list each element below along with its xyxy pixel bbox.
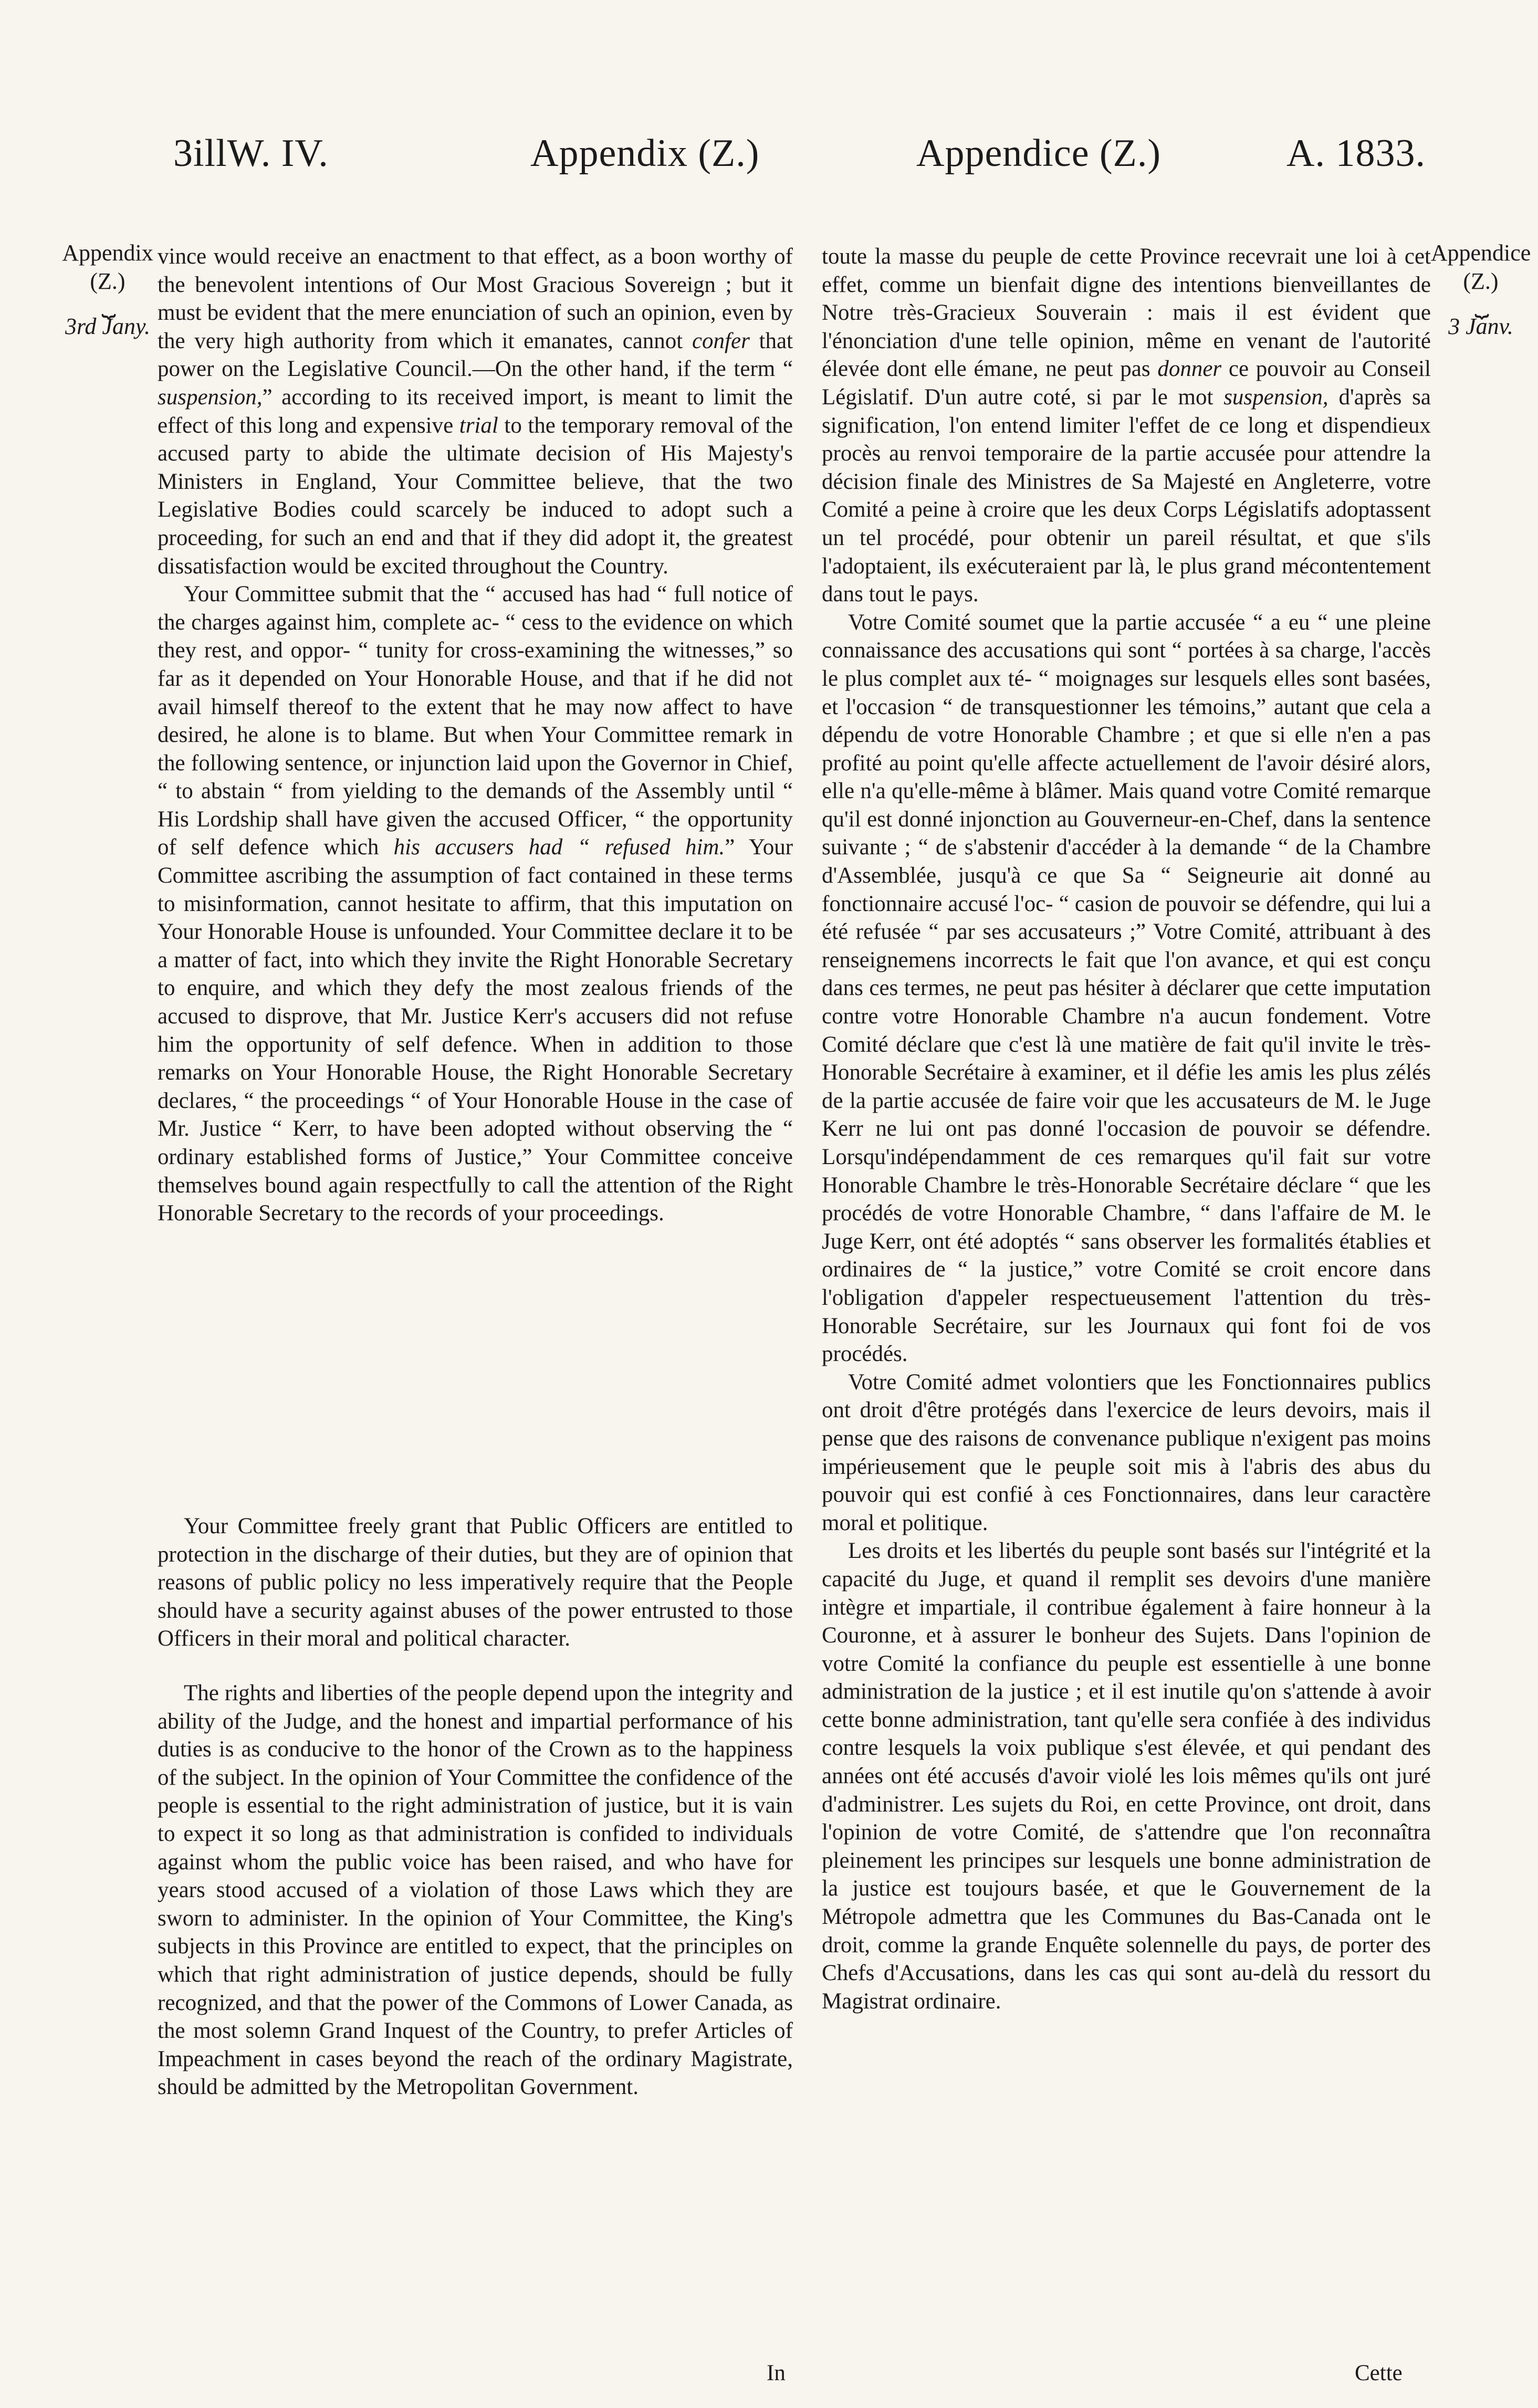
- margin-note-right: [1420, 239, 1538, 341]
- margin-note-left: [47, 239, 168, 341]
- english-column-lower: [158, 1512, 793, 2101]
- french-paragraph-3: Votre Comité admet volontiers que les Fonctionnaires publics ont droit d'être protégés dans l'exercice de leurs devoirs, mais il pense que des raisons de convenance publique n'exigent pas moins impérieusement que le peuple soit mis à l'abris des abus du pouvoir qui est confié à ces Fonctionnaires, dans leur caractère moral et politique.: [822, 1369, 1431, 1535]
- english-paragraph-3: Your Committee freely grant that Public Officers are entitled to protection in the discharge of their duties, but they are of opinion that reasons of public policy no less imperatively require that the People should have a security against abuses of the power entrusted to those Officers in their moral and political character.: [158, 1514, 793, 1651]
- catchword-english: In: [767, 2361, 786, 2385]
- margin-title: Appendix: [62, 240, 153, 266]
- english-column: [158, 243, 793, 1228]
- margin-sub: (Z.): [1463, 268, 1499, 294]
- margin-sub: (Z.): [90, 268, 125, 294]
- french-column: [822, 243, 1431, 2015]
- margin-title: Appendice: [1430, 240, 1531, 266]
- appendix-title-english: Appendix (Z.): [530, 132, 760, 175]
- french-paragraph-4: Les droits et les libertés du peuple sont basés sur l'intégrité et la capacité du Juge, et quand il remplit ses devoirs d'une manière intègre et impartiale, il contribue également à faire honneur à la Couronne, et à assurer le bonheur des Sujets. Dans l'opinion de votre Comité la confiance du peuple est essentielle à une bonne administration de la justice ; et il est inutile qu'on s'attende à avoir cette bonne administration, tant qu'elle sera confiée à des individus contre lesquels la voix publique s'est élevée, et qui pendant des années ont été accusés d'avoir violé les lois mêmes qu'ils ont juré d'administrer. Les sujets du Roi, en cette Province, ont droit, dans l'opinion de votre Comité, de s'attendre que l'on reconnaîtra pleinement les principes sur lesquels une bonne administration de la justice est toujours basée, et que le Gouvernement de la Métropole admettra que les Communes du Bas-Canada ont le droit, comme la grande Enquête solennelle du pays, de porter des Chefs d'Accusations, dans les cas qui sont au-delà du ressort du Magistrat ordinaire.: [822, 1538, 1431, 2014]
- english-paragraph-2: Your Committee submit that the “ accused has had “ full notice of the charges against him, complete ac- “ cess to the evidence on which they rest, and oppor- “ tunity for cross-examining the witnesses,” so far as it depended on Your Honorable House, and that if he did not avail himself thereof to the extent that he may now affect to have desired, he alone is to blame. But when Your Committee remark in the following sentence, or injunction laid upon the Governor in Chief, “ to abstain “ from yielding to the demands of the Assembly until “ His Lordship shall have given the accused Officer, “ the opportunity of self defence which his accusers had “ refused him.” Your Committee ascribing the assumption of fact contained in these terms to misinformation, cannot hesitate to affirm, that this imputation on Your Honorable House is unfounded. Your Committee declare it to be a matter of fact, into which they invite the Right Honorable Secretary to enquire, and which they defy the most zealous friends of the accused to disprove, that Mr. Justice Kerr's accusers did not refuse him the opportunity of self defence. When in addition to those remarks on Your Honorable House, the Right Honorable Secretary declares, “ the proceedings “ of Your Honorable House in the case of Mr. Justice “ Kerr, to have been adopted without observing the “ ordinary established forms of Justice,” Your Committee conceive themselves bound again respectfully to call the attention of the Right Honorable Secretary to the records of your proceedings.: [158, 582, 793, 1226]
- english-paragraph-4: The rights and liberties of the people depend upon the integrity and ability of the Judge, and the honest and impartial performance of his duties is as conducive to the honor of the Crown as to the happiness of the subject. In the opinion of Your Committee the confidence of the people is essential to the right administration of justice, but it is vain to expect it so long as that administration is confided to individuals against whom the public voice has been raised, and who have for years stood accused of a violation of those Laws which they are sworn to administer. In the opinion of Your Committee, the King's subjects in this Province are entitled to expect, that the principles on which that right administration of justice depends, should be fully recognized, and that the power of the Commons of Lower Canada, as the most solemn Grand Inquest of the Country, to prefer Articles of Impeachment in cases beyond the reach of the ordinary Magistrate, should be admitted by the Metropolitan Government.: [158, 1680, 793, 2100]
- appendix-title-french: Appendice (Z.): [916, 132, 1162, 175]
- french-paragraph-1: toute la masse du peuple de cette Province recevrait une loi à cet effet, comme un bienfait digne des intentions bienveillantes de Notre très-Gracieux Souverain : mais il est évident que l'énonciation d'une telle opinion, même en venant de l'autorité élevée dont elle émane, ne peut pas donner ce pouvoir au Conseil Législatif. D'un autre coté, si par le mot suspension, d'après sa signification, l'on entend limiter l'effet de ce long et dispendieux procès au renvoi temporaire de la partie accusée pour attendre la décision finale des Ministres de Sa Majesté en Angleterre, votre Comité a peine à croire que les deux Corps Législatifs adoptassent un tel procédé, pour obtenir un pareil résultat, et que s'ils l'adoptaient, ils exécuteraient par là, le plus grand mécontentement dans tout le pays.: [822, 244, 1431, 607]
- french-paragraph-2: Votre Comité soumet que la partie accusée “ a eu “ une pleine connaissance des accusations qui sont “ portées à sa charge, l'accès le plus complet aux té- “ moignages sur lesquels elles sont basées, et l'occasion “ de transquestionner les témoins,” autant que cela a dépendu de votre Honorable Chambre ; et que si elle n'en a pas profité au point qu'elle affecte actuellement de l'avoir désiré alors, elle n'a qu'elle-même à blâmer. Mais quand votre Comité remarque qu'il est donné injonction au Gouverneur-en-Chef, dans la sentence suivante ; “ de s'abstenir d'accéder à la demande “ de la Chambre d'Assemblée, jusqu'à ce que Sa “ Seigneurie ait donné au fonctionnaire accusé l'oc- “ casion de pouvoir se défendre, qui lui a été refusée “ par ses accusateurs ;” Votre Comité, attribuant à des renseignemens incorrects le fait que l'on avance, et qui est conçu dans ces termes, ne peut pas hésiter à déclarer que cette imputation contre votre Honorable Chambre n'a aucun fondement. Votre Comité déclare que c'est là une matière de fait qu'il invite le très-Honorable Secrétaire à examiner, et il défie les amis les plus zélés de la partie accusée de faire voir que les accusateurs de M. le Juge Kerr ne lui ont pas donné l'occasion de pouvoir se défendre. Lorsqu'indépendamment de ces remarques qu'il fait sur votre Honorable Chambre le très-Honorable Secrétaire déclare “ que les procédés de votre Honorable Chambre, “ dans l'affaire de M. le Juge Kerr, ont été adoptés “ sans observer les formalités établies et ordinaires de “ la justice,” votre Comité se croit encore dans l'obligation d'appeler respectueusement l'attention du très-Honorable Secrétaire, sur les Journaux qui font foi de vos procédés.: [822, 610, 1431, 1367]
- margin-date: 3rd Jany.: [65, 313, 151, 339]
- catchword-french: Cette: [1355, 2361, 1403, 2385]
- brace-ornament: ⏟: [101, 290, 114, 317]
- margin-date: 3 Janv.: [1448, 313, 1513, 339]
- regnal-year: 3illW. IV.: [173, 132, 329, 175]
- brace-ornament: ⏟: [1474, 290, 1487, 317]
- page-year: A. 1833.: [1286, 132, 1426, 175]
- english-paragraph-1: vince would receive an enactment to that effect, as a boon worthy of the benevolent intentions of Our Most Gracious Sovereign ; but it must be evident that the mere enunciation of such an opinion, even by the very high authority from which it emanates, cannot confer that power on the Legislative Council.—On the other hand, if the term “ suspension,” according to its received import, is meant to limit the effect of this long and expensive trial to the temporary removal of the accused party to abide the ultimate decision of His Majesty's Ministers in England, Your Committee believe, that the two Legislative Bodies could scarcely be induced to adopt such a proceeding, for such an end and that if they did adopt it, the greatest dissatisfaction would be excited throughout the Country.: [158, 244, 793, 579]
